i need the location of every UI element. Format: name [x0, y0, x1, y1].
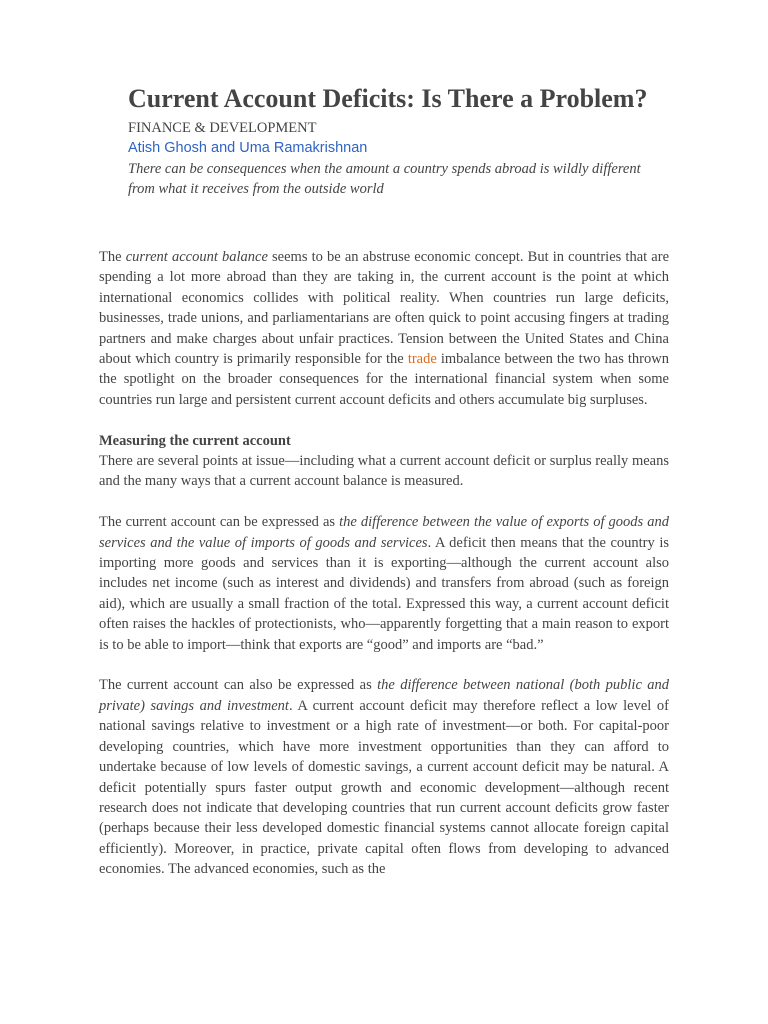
trade-link[interactable]: trade	[407, 351, 437, 368]
article-dek: There can be consequences when the amount a country spends abroad is wildly different from what it receives from the outside world	[128, 161, 641, 197]
paragraph-text: . A current account deficit may therefore reflect a low level of national savings relative to investment or a high rate of investment—or both. For capital-poor developing countries, which have more investment opportunities than they can afford to undertake because of low levels of domestic savings, a current account deficit may be natural. A deficit potentially spurs faster output growth and economic development—although recent research does not indicate that developing countries that run current account deficits grow faster (perhaps because their less developed domestic financial systems cannot allocate foreign capital efficiently). Moreover, in practice, private capital often flows from developing to advanced economies. The advanced economies, such as the	[99, 697, 669, 878]
paragraph-exports	[99, 512, 669, 655]
paragraph-text: . A deficit then means that the country is importing more goods and services than it is exporting—although the current account also includes net income (such as interest and dividends) and transfers from abroad (such as foreign aid), which are usually a small fraction of the total. Expressed this way, a current account deficit often raises the hackles of protectionists, who—apparently forgetting that a main reason to export is to be able to import—think that exports are “good” and imports are “bad.”	[99, 534, 669, 653]
article-header	[128, 84, 668, 199]
article-authors[interactable]: Atish Ghosh and Uma Ramakrishnan	[128, 140, 368, 156]
paragraph-text: The current account can be expressed as	[99, 514, 340, 531]
emphasis-text: current account balance	[125, 249, 268, 265]
paragraph-text: seems to be an abstruse economic concept. But in countries that are spending a lot more abroad than they are taking in, the current account is the point at which international economics collides with political reality. When countries run large deficits, businesses, trade unions, and parliamentarians are often quick to point accusing fingers at trading partners and make charges about unfair practices. Tension between the United States and China about which country is primarily responsible for the	[99, 249, 670, 368]
article-body	[99, 247, 669, 900]
paragraph-text: The current account can also be expressed as	[99, 677, 378, 694]
section-tag: FINANCE & DEVELOPMENT	[128, 120, 317, 136]
paragraph-text: imbalance between the two has thrown the spotlight on the broader consequences for the international financial system when some countries run large and persistent current account deficits and others accumulate big surpluses.	[99, 351, 669, 408]
paragraph-text: The	[99, 249, 126, 265]
emphasis-text: the difference between national (both public and private) savings and investment	[99, 677, 670, 714]
emphasis-text: the difference between the value of exports of goods and services and the value of imports of goods and services	[99, 514, 670, 551]
section-heading: Measuring the current account	[99, 432, 291, 449]
article-title: Current Account Deficits: Is There a Problem?	[128, 84, 648, 113]
paragraph-intro	[99, 247, 669, 410]
paragraph-points: There are several points at issue—including what a current account deficit or surplus really means and the many ways that a current account balance is measured.	[99, 453, 669, 490]
paragraph-savings	[99, 675, 669, 879]
